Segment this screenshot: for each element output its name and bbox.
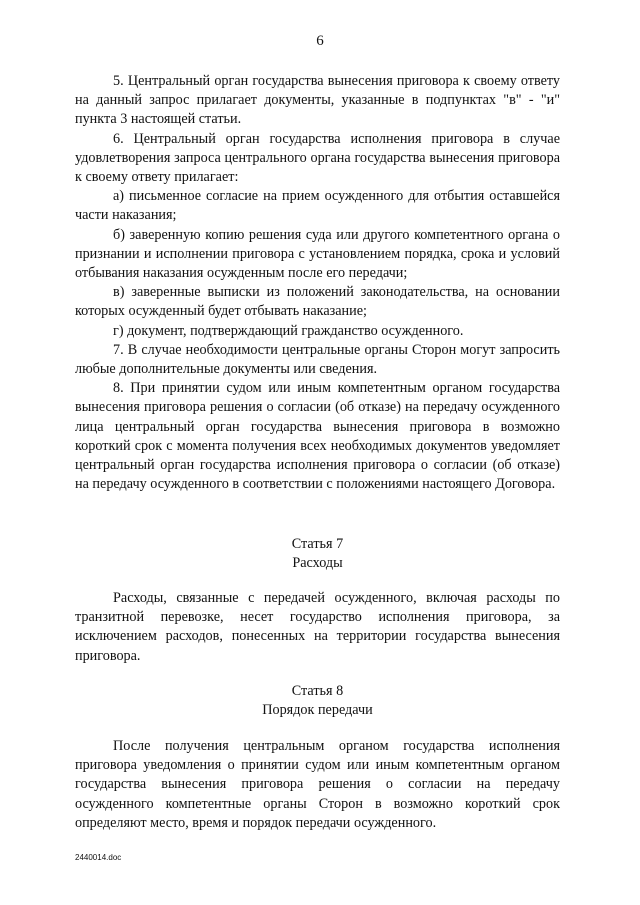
article-8-number: Статья 8 xyxy=(291,683,344,699)
paragraph-6: 6. Центральный орган государства исполнения приговора в случае удовлетворения запроса центрального органа государства вынесения приговора к своему ответу прилагает: xyxy=(75,130,560,186)
paragraph-5: 5. Центральный орган государства вынесения приговора к своему ответу на данный запрос прилагает документы, указанные в подпунктах "в" - "и" пункта 3 настоящей статьи. xyxy=(75,73,560,128)
article-7-text: Расходы, связанные с передачей осужденного, включая расходы по транзитной перевозке, несет государство исполнения приговора, за исключением расходов, понесенных на территории государства вынесения приговора. xyxy=(75,590,560,664)
paragraph-8: 8. При принятии судом или иным компетентным органом государства вынесения приговора решения о согласии (об отказе) на передачу осужденного лица центральный орган государства вынесения приговора в возможно короткий срок с момента получения всех необходимых документов уведомляет центральный орган государства исполнения приговора о согласии (об отказе) на передачу осужденного в соответствии с положениями настоящего Договора. xyxy=(75,380,560,493)
item-a: а) письменное согласие на прием осужденного для отбытия оставшейся части наказания; xyxy=(75,188,560,224)
section-top xyxy=(75,72,560,494)
item-b: б) заверенную копию решения суда или другого компетентного органа о признании и исполнении приговора с установлением порядка, срока и условий отбывания наказания осужденным после его передачи; xyxy=(75,226,560,282)
item-v: в) заверенные выписки из положений законодательства, на основании которых осужденный будет отбывать наказание; xyxy=(75,284,560,320)
article-8-body xyxy=(75,737,560,833)
article-7 xyxy=(75,535,560,573)
article-8-text: После получения центральным органом государства исполнения приговора уведомления о принятии судом или иным компетентным органом государства вынесения приговора решения о согласии на передачу осужденного компетентные органы Сторон в возможно короткий срок определяют место, время и порядок передачи осужденного. xyxy=(75,738,560,831)
article-7-title: Расходы xyxy=(292,555,343,572)
file-name-footer: 2440014.doc xyxy=(75,853,122,862)
item-g: г) документ, подтверждающий гражданство осужденного. xyxy=(113,322,464,339)
article-7-body xyxy=(75,589,560,666)
article-8 xyxy=(75,682,560,720)
paragraph-7: 7. В случае необходимости центральные органы Сторон могут запросить любые дополнительные документы или сведения. xyxy=(75,341,560,378)
article-8-title: Порядок передачи xyxy=(262,702,373,719)
article-7-number: Статья 7 xyxy=(291,536,344,552)
page-number: 6 xyxy=(316,33,324,49)
